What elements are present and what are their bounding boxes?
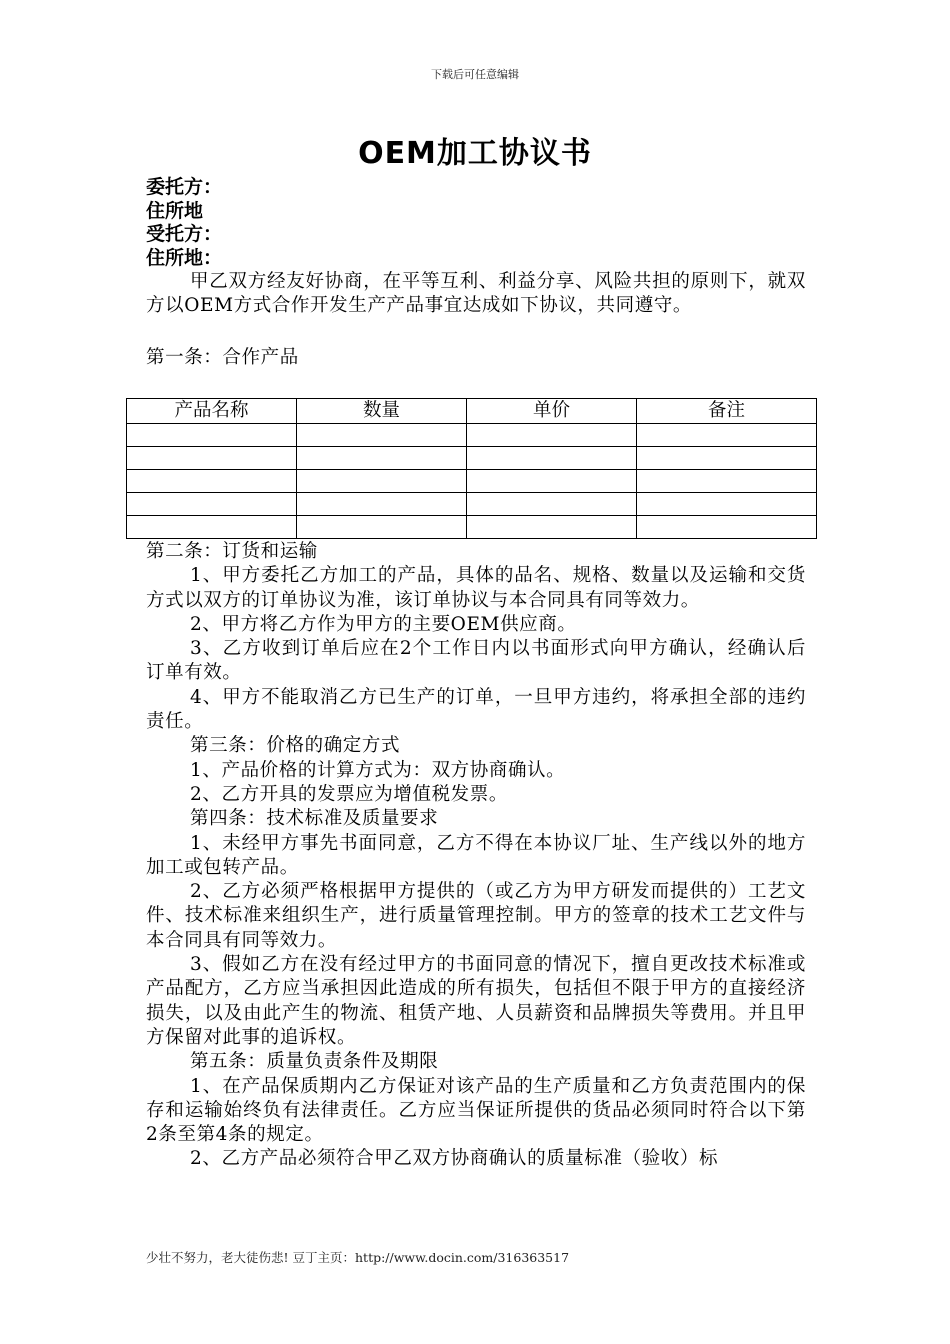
contract-paragraph: 2、甲方将乙方作为甲方的主要OEM供应商。	[190, 613, 577, 635]
contract-paragraph: 2、乙方产品必须符合甲乙双方协商确认的质量标准（验收）标	[190, 1148, 719, 1170]
contract-paragraph: 3、假如乙方在没有经过甲方的书面同意的情况下，擅自更改技术标准或产品配方，乙方应当承担因此造成的所有损失，包括但不限于甲方的直接经济损失，以及由此产生的物流、租赁产地、人员薪资和品牌损失等费用。并且甲方保留对此事的追诉权。	[146, 954, 806, 1048]
column-header-product-name: 产品名称	[127, 399, 297, 424]
table-cell[interactable]	[297, 516, 467, 539]
table-cell[interactable]	[637, 516, 817, 539]
table-cell[interactable]	[637, 493, 817, 516]
table-cell[interactable]	[467, 424, 637, 447]
table-cell[interactable]	[467, 493, 637, 516]
document-title: OEM加工协议书	[358, 136, 592, 171]
table-header-row	[127, 399, 817, 424]
table-cell[interactable]	[467, 516, 637, 539]
contractor-address-label: 住所地：	[146, 246, 223, 269]
parties-block	[146, 176, 826, 270]
contract-paragraph: 第二条：订货和运输	[146, 541, 318, 562]
table-row	[127, 516, 817, 539]
article-1-heading: 第一条：合作产品	[146, 347, 299, 368]
principal-label: 委托方：	[146, 176, 223, 198]
table-cell[interactable]	[127, 447, 297, 470]
contract-paragraph: 第四条：技术标准及质量要求	[190, 808, 439, 830]
table-cell[interactable]	[637, 447, 817, 470]
contractor-label: 受托方：	[146, 223, 223, 245]
footer-note: 少壮不努力，老大徒伤悲! 豆丁主页：http://www.docin.com/316363517	[146, 1250, 570, 1265]
column-header-quantity: 数量	[297, 399, 467, 424]
header-note: 下载后可任意编辑	[431, 68, 519, 81]
table-row	[127, 493, 817, 516]
principal-address-label: 住所地	[146, 199, 204, 222]
table-cell[interactable]	[467, 470, 637, 493]
contract-paragraph: 1、产品价格的计算方式为：双方协商确认。	[190, 759, 566, 781]
contract-paragraph: 第三条：价格的确定方式	[190, 735, 401, 757]
article-1-section	[146, 346, 806, 370]
table-cell[interactable]	[637, 424, 817, 447]
contract-paragraph: 2、乙方必须严格根据甲方提供的（或乙方为甲方研发而提供的）工艺文件、技术标准来组织生产，进行质量管理控制。甲方的签章的技术工艺文件与本合同具有同等效力。	[146, 881, 806, 951]
table-row	[127, 470, 817, 493]
contract-paragraph: 2、乙方开具的发票应为增值税发票。	[190, 783, 508, 805]
table-cell[interactable]	[297, 493, 467, 516]
intro-section	[146, 270, 806, 319]
product-table	[126, 398, 817, 539]
intro-paragraph: 甲乙双方经友好协商，在平等互利、利益分享、风险共担的原则下，就双方以OEM方式合作开发生产产品事宜达成如下协议，共同遵守。	[146, 271, 806, 317]
contract-paragraph: 3、乙方收到订单后应在2个工作日内以书面形式向甲方确认，经确认后订单有效。	[146, 638, 806, 684]
contract-body	[146, 540, 806, 1172]
contract-paragraph: 第五条：质量负责条件及期限	[190, 1051, 439, 1073]
table-row	[127, 447, 817, 470]
table-cell[interactable]	[127, 424, 297, 447]
contract-paragraph: 4、甲方不能取消乙方已生产的订单，一旦甲方违约，将承担全部的违约责任。	[146, 686, 806, 733]
table-cell[interactable]	[297, 470, 467, 493]
table-cell[interactable]	[297, 447, 467, 470]
table-cell[interactable]	[297, 424, 467, 447]
product-table-body	[127, 424, 817, 539]
table-row	[127, 424, 817, 447]
column-header-remarks: 备注	[637, 399, 817, 424]
table-cell[interactable]	[637, 470, 817, 493]
contract-paragraph: 1、未经甲方事先书面同意，乙方不得在本协议厂址、生产线以外的地方加工或包转产品。	[146, 832, 806, 878]
table-cell[interactable]	[467, 447, 637, 470]
table-cell[interactable]	[127, 516, 297, 539]
contract-paragraph: 1、在产品保质期内乙方保证对该产品的生产质量和乙方负责范围内的保存和运输始终负有法律责任。乙方应当保证所提供的货品必须同时符合以下第2条至第4条的规定。	[146, 1075, 806, 1146]
column-header-unit-price: 单价	[467, 399, 637, 424]
table-cell[interactable]	[127, 470, 297, 493]
contract-paragraph: 1、甲方委托乙方加工的产品，具体的品名、规格、数量以及运输和交货方式以双方的订单协议为准，该订单协议与本合同具有同等效力。	[146, 565, 806, 611]
table-cell[interactable]	[127, 493, 297, 516]
